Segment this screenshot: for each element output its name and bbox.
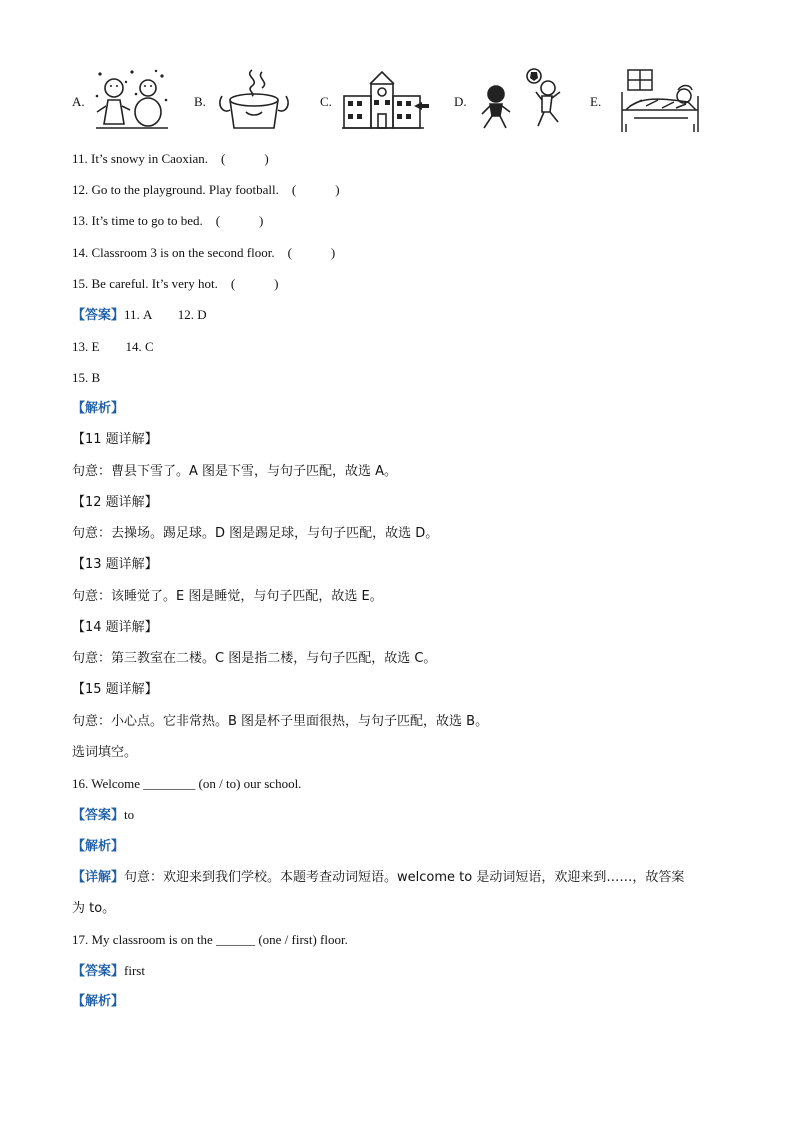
answer-line-1 xyxy=(72,306,207,325)
picture-label: E. xyxy=(590,94,602,109)
detail-heading-11: 【11 题详解】 xyxy=(72,432,158,447)
answer-text: to xyxy=(124,807,135,822)
picture-option-b xyxy=(194,66,304,140)
picture-label: A. xyxy=(72,94,85,109)
detail-tag: 【详解】 xyxy=(72,870,125,885)
detail-text-14: 句意：第三教室在二楼。C 图是指二楼，与句子匹配，故选 C。 xyxy=(72,651,437,666)
detail-heading-12: 【12 题详解】 xyxy=(72,495,158,510)
answer-line-16 xyxy=(72,806,134,825)
question-13: 13. It’s time to go to bed. ( ) xyxy=(72,213,264,228)
detail-text: 句意：欢迎来到我们学校。本题考查动词短语。welcome to 是动词短语，欢迎来到……，故答案 xyxy=(124,870,685,885)
section-title: 选词填空。 xyxy=(72,745,138,760)
picture-label: C. xyxy=(320,94,332,109)
detail-line-16a xyxy=(72,869,684,887)
football-players-icon xyxy=(476,66,566,134)
snow-children-icon xyxy=(92,66,172,134)
detail-heading-15: 【15 题详解】 xyxy=(72,682,158,697)
question-14: 14. Classroom 3 is on the second floor. ( ) xyxy=(72,245,336,260)
answer-tag: 【答案】 xyxy=(72,308,125,323)
detail-text-11: 句意：曹县下雪了。A 图是下雪，与句子匹配，故选 A。 xyxy=(72,464,398,479)
analysis-tag: 【解析】 xyxy=(72,401,125,416)
picture-option-c xyxy=(320,66,430,140)
answer-tag: 【答案】 xyxy=(72,964,125,979)
school-building-icon xyxy=(340,66,430,134)
picture-option-a xyxy=(72,66,182,140)
picture-label: B. xyxy=(194,94,206,109)
detail-heading-13: 【13 题详解】 xyxy=(72,557,158,572)
hot-cup-icon xyxy=(214,66,294,134)
sleeping-bed-icon xyxy=(618,66,702,136)
detail-text-13: 句意：该睡觉了。E 图是睡觉，与句子匹配，故选 E。 xyxy=(72,589,383,604)
picture-option-d xyxy=(454,66,574,140)
picture-option-e xyxy=(590,66,730,140)
analysis-tag: 【解析】 xyxy=(72,994,125,1009)
answer-line-17 xyxy=(72,962,145,981)
detail-text-15: 句意：小心点。它非常热。B 图是杯子里面很热，与句子匹配，故选 B。 xyxy=(72,714,489,729)
question-12: 12. Go to the playground. Play football. ( ) xyxy=(72,182,340,197)
answer-tag: 【答案】 xyxy=(72,808,125,823)
question-11: 11. It’s snowy in Caoxian. ( ) xyxy=(72,151,269,166)
picture-label: D. xyxy=(454,94,467,109)
answer-text: 11. A 12. D xyxy=(124,307,207,322)
detail-text-12: 句意：去操场。踢足球。D 图是踢足球，与句子匹配，故选 D。 xyxy=(72,526,439,541)
answer-line-2: 13. E 14. C xyxy=(72,339,154,354)
question-17: 17. My classroom is on the ______ (one / first) floor. xyxy=(72,932,348,947)
detail-line-16b: 为 to。 xyxy=(72,901,116,916)
answer-text: first xyxy=(124,963,145,978)
analysis-tag: 【解析】 xyxy=(72,839,125,854)
question-15: 15. Be careful. It’s very hot. ( ) xyxy=(72,276,279,291)
question-16: 16. Welcome ________ (on / to) our school. xyxy=(72,776,302,791)
detail-heading-14: 【14 题详解】 xyxy=(72,620,158,635)
answer-line-3: 15. B xyxy=(72,370,101,385)
picture-options-row xyxy=(72,66,732,140)
